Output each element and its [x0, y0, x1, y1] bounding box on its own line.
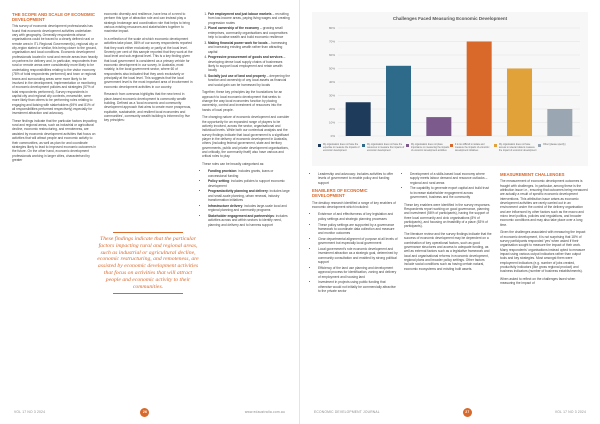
list-item: 5. Socially just use of land and property – deepening the function and ownership of any local assets as financial and social gain can be harnessed by locals: [208, 74, 290, 87]
list-item: 2. Plural ownership of the economy – growing small enterprises, community organisations and cooperatives help to localise wealth and build economic resilience: [208, 26, 290, 39]
chart-bar: [547, 109, 572, 136]
list-item: • The capability to generate export capital and build trust to increase stakeholder engagement across government, business and the community: [410, 186, 492, 199]
right-page: [300, 0, 600, 424]
legend-item: [362, 144, 406, 153]
legend-label: My organisation does not have the expertise to measure the impacts of economic development: [323, 144, 360, 152]
chart-bar: [507, 69, 532, 137]
pull-quote-rule: [113, 293, 183, 294]
website-label: www.edaustralia.com.au: [244, 410, 285, 414]
list-item: • Policy setting: includes policies to support economic development: [208, 179, 290, 188]
legend-item: [450, 144, 494, 153]
chart-bar: [386, 66, 411, 136]
chart-bar: [426, 117, 451, 136]
list-item: • These policy settings are supported by a governance framework to coordinate data collection and measure and monitor outcomes: [318, 223, 398, 236]
paragraph: These roles can be broadly categorised as:: [202, 161, 265, 166]
legend-item: [406, 144, 450, 153]
paragraph: In a reflection of the scale at which economic development activities take place, 86% of our survey respondents reported that they work either exclusively or partly at the local level. Seventy per cent of this sample reported that they work at the local level and sub-regional level. This is a key finding given that local government is considered as a primary vehicle for economic development in our survey. In Australia, most notably, is the local government sector, where 60 of respondents also indicated that they work exclusively or principally at the local level. This suggests that the local government level is the most important area of involvement in economic development activities in our country.: [104, 36, 193, 89]
y-tick-label: 80%: [328, 26, 335, 30]
list-item: • Investment in projects using public funding that otherwise would not initially be commercially attractive to the private sector: [318, 280, 398, 293]
y-tick-label: 0%: [330, 134, 335, 138]
chart-bar: [467, 42, 492, 137]
list-item: • Leadership and advocacy: includes activities to offer levels of government to enable policy and funding support: [318, 172, 398, 185]
chart-title: Challenges Faced Measuring Economic Development: [392, 16, 508, 21]
list-item: • Clear departmental alignment of purpose at all levels of government but especially local government: [318, 237, 398, 246]
legend-swatch: [450, 144, 453, 147]
paragraph: These findings indicate that the particular factors impacting rural and regional areas, such as industrial or agricultural decline, economic restructuring, and remoteness, are assisted by economic development activities that focus on activities that will attract people and economic activity to their communities, as well as plan for and coordinate strategies likely to lead to improved economic outcomes in the future. On the other hand, economic development professionals working in larger cities, characterised by greater: [12, 118, 97, 162]
principles-list: [208, 12, 290, 87]
legend-label: Other (please specify): [543, 144, 566, 146]
paragraph: Together, these key principles lay the foundations for an approach to local economic development that seeks to change the way local economies function by placing ownership, control and investment of resources into the hands of local people.: [202, 90, 283, 112]
right-column-2: [404, 172, 492, 274]
y-tick-label: 60%: [328, 53, 335, 57]
list-item: 4. Progressive procurement of goods and services – developing dense local supply chains of businesses likely to support local employment and retain wealth locally: [208, 55, 290, 72]
y-tick-label: 10%: [328, 120, 335, 125]
list-item: • Infrastructure delivery: includes large-scale local and regional planning and community programs: [208, 204, 290, 213]
right-footer: [314, 408, 586, 416]
chart-legend: [318, 144, 582, 153]
right-column-1: [312, 172, 398, 296]
y-tick-label: 40%: [328, 80, 335, 84]
list-item: 1. Fair employment and just labour markets – recruiting from low-income areas, paying living wages and creating progression routes: [208, 12, 290, 25]
paragraph: The desktop research identified a range of key enablers of economic development which included:: [312, 200, 396, 209]
page-number: 26: [140, 408, 149, 417]
section-heading-measurement: MEASUREMENT CHALLENGES: [500, 172, 565, 177]
legend-swatch: [538, 144, 541, 147]
legend-swatch: [494, 144, 497, 147]
legend-item: [538, 144, 582, 153]
left-column-3: [202, 12, 290, 230]
journal-label: ECONOMIC DEVELOPMENT JOURNAL: [314, 410, 380, 414]
paragraph: This survey of economic development professionals has found that economic development activities undertaken vary with geography. Generally respondents whose organisations could be traced to a clearly defined rural or remote area in ITL Regional Government(s), regional city or city-region stated or similar, this being closer to the ground, organisation and local conditions. Economic development professionals located in rural and remote areas lean heavily on partners for delivery and, in particular, respondents from rural or remote areas were considerably more likely to be undertaking responsibilities relating to the visitor economy (78% of total respondents performed) and town or regional towns and surrounding areas were more likely to be involved in the development, implementation or monitoring of economic development policies and strategies (57% of total respondents performed). Survey respondents in capital city and regional city contexts, meanwhile, were more likely than others to be performing roles relating to engaging and liaising with stakeholders (69% and 81% of all responsibilities performed respectively) especially for investment attraction and advocacy.: [12, 24, 98, 116]
legend-label: It is too difficult to isolate and measure the impacts of economic development initiatives: [455, 144, 490, 152]
roles-list: [208, 169, 290, 227]
chart-canvas: [312, 12, 588, 166]
legend-label: My organisation does not have access to relevant data to measure the impact of economic development: [499, 144, 537, 152]
y-tick-label: 20%: [328, 107, 335, 111]
legend-item: [318, 144, 362, 153]
list-item: • Local government's role economic development and investment attraction as a strategic goal, determined by community consultation and enabled by strong political support: [318, 247, 398, 264]
paragraph: Given the challenges associated with measuring the impact of economic development, it is not surprising that 18% of survey participants responded 'yes' when asked if their organisation sought to measure the impact of their work. Many respondents' organisations instead opted to measure impact using various output indicators rather than output tools and key strategies. Most amongst them were employment indicators (e.g. number of jobs created, productivity indicators (like gross regional product) and business indicators (number of business establishments).: [500, 230, 586, 274]
enablers-list-cont: [410, 172, 492, 199]
list-item: 3. Making financial power work for locals – harnessing and increasing existing wealth rather than attracting capital: [208, 41, 290, 54]
enablers-list: [318, 212, 398, 293]
left-footer: [14, 408, 285, 416]
bar-chart: [312, 12, 588, 166]
issue-label: VOL 17 NO 3 2024: [14, 410, 46, 414]
list-item: • Funding provision: includes grants, loans or concessional funding: [208, 169, 290, 178]
list-item: • Stakeholder engagement and partnerships: includes activities across and within sectors to identify need, planning and delivery and to harness support: [208, 214, 290, 227]
pull-quote-text: These findings indicate that the particular factors impacting rural and regional areas, such as industrial or agricultural decline, economic restructuring, and remoteness, are assisted by economic development activities that focus on activities that will attract people and economic activity to their communities.: [97, 236, 199, 290]
paragraph: The literature review and the survey findings indicate that the success of economic development may be dependent on a combination of key operational factors, such as good governance structures and access to adequate funding, as well as external factors such as a legislative framework and local and organisational reforms in economic development, regional plans and broader policy settings. Other factors include social conditions such as having certain natural, economic ecosystems and existing built assets.: [404, 231, 492, 271]
chart-bar: [346, 102, 371, 136]
issue-label: VOL 17 NO 3 2024: [554, 410, 586, 414]
paragraph: The changing nature of economic development and consider the opportunity for an expanded range of players to be actively involved, across the sector, organisational and individual levels. While both our contextual analysis and the survey findings indicate that local government is a significant player in the delivery of economic development in Australia, others (including federal government, state and territory governments, public and private development organisations, and critically, the community itself) also have various and critical roles to play.: [202, 115, 290, 159]
y-tick-label: 70%: [328, 39, 335, 44]
paragraph: The measurement of economic development outcomes is fraught with challenges. In particular, among these is the attribution issue i.e., ensuring that outcomes being measured are actually a result of specific economic development interventions. This attribution issue arises as economic development activities are rarely carried out in an environment under the control of the delivery organisation and are influenced by other factors such as the macro and micro level politics, policies and regulations, and broader economic conditions and may also take place over a long time.: [500, 179, 588, 227]
left-column-1: [12, 12, 98, 165]
left-column-2: [104, 12, 194, 126]
pull-quote: [96, 232, 200, 294]
section-heading-enablers: ENABLERS OF ECONOMIC DEVELOPMENT: [312, 188, 368, 199]
legend-label: My organisation does not place importance on measuring the impacts of economic development activities: [411, 144, 450, 152]
legend-item: [494, 144, 538, 153]
legend-label: My organisation does not have the resources to measure the impacts of economic development: [367, 144, 405, 152]
paragraph: These key enablers were identified in the survey responses. Respondents report working on good governance, planning and investment (56% of participants), having the support of three local community and civic organisations (8% of participants), and focusing on feasibility of a place (53% of participants).: [404, 202, 491, 229]
list-item: • Development of a skills-based local economy where supply meets labour demand and resource outlooks – regional and rural areas: [410, 172, 492, 185]
legend-swatch: [362, 144, 365, 147]
legend-swatch: [406, 144, 409, 147]
section-heading-scope: THE SCOPE AND SCALE OF ECONOMIC DEVELOPMENT: [12, 12, 95, 22]
leadership-list: [318, 172, 398, 185]
list-item: • Efficiency of the land use planning and development approval process for identification, zoning and delivery of employment and housing land: [318, 266, 398, 279]
list-item: • Program/activity planning and delivery: includes large and small-scale planning, urban renewal, industry transformation initiatives: [208, 189, 290, 202]
right-column-3: [500, 172, 588, 289]
list-item: • Existence of and effectiveness of key legislation and policy settings and strategic planning processes: [318, 212, 398, 221]
page-number: 27: [463, 408, 472, 417]
paragraph: Research from overseas highlights that the new trend in place-based economic development is community wealth building. Defined as a 'local economic and community development approach that aims to create more prosperous, equitable, sustainable, and resilient local economies and communities', community wealth building is informed by five key principles:: [104, 92, 192, 123]
legend-swatch: [318, 144, 321, 147]
y-tick-label: 50%: [328, 66, 335, 71]
paragraph: economic diversity and resilience, have less of a need to perform this type of attraction role and can instead play a strategic brokerage and coordination role that helps to bring various existing resources and stakeholders together to maximise impact.: [104, 12, 190, 34]
pull-quote-rule: [113, 232, 183, 233]
y-tick-label: 30%: [328, 93, 335, 98]
paragraph: When asked to reflect on the challenges faced when measuring the impact of: [500, 276, 576, 286]
